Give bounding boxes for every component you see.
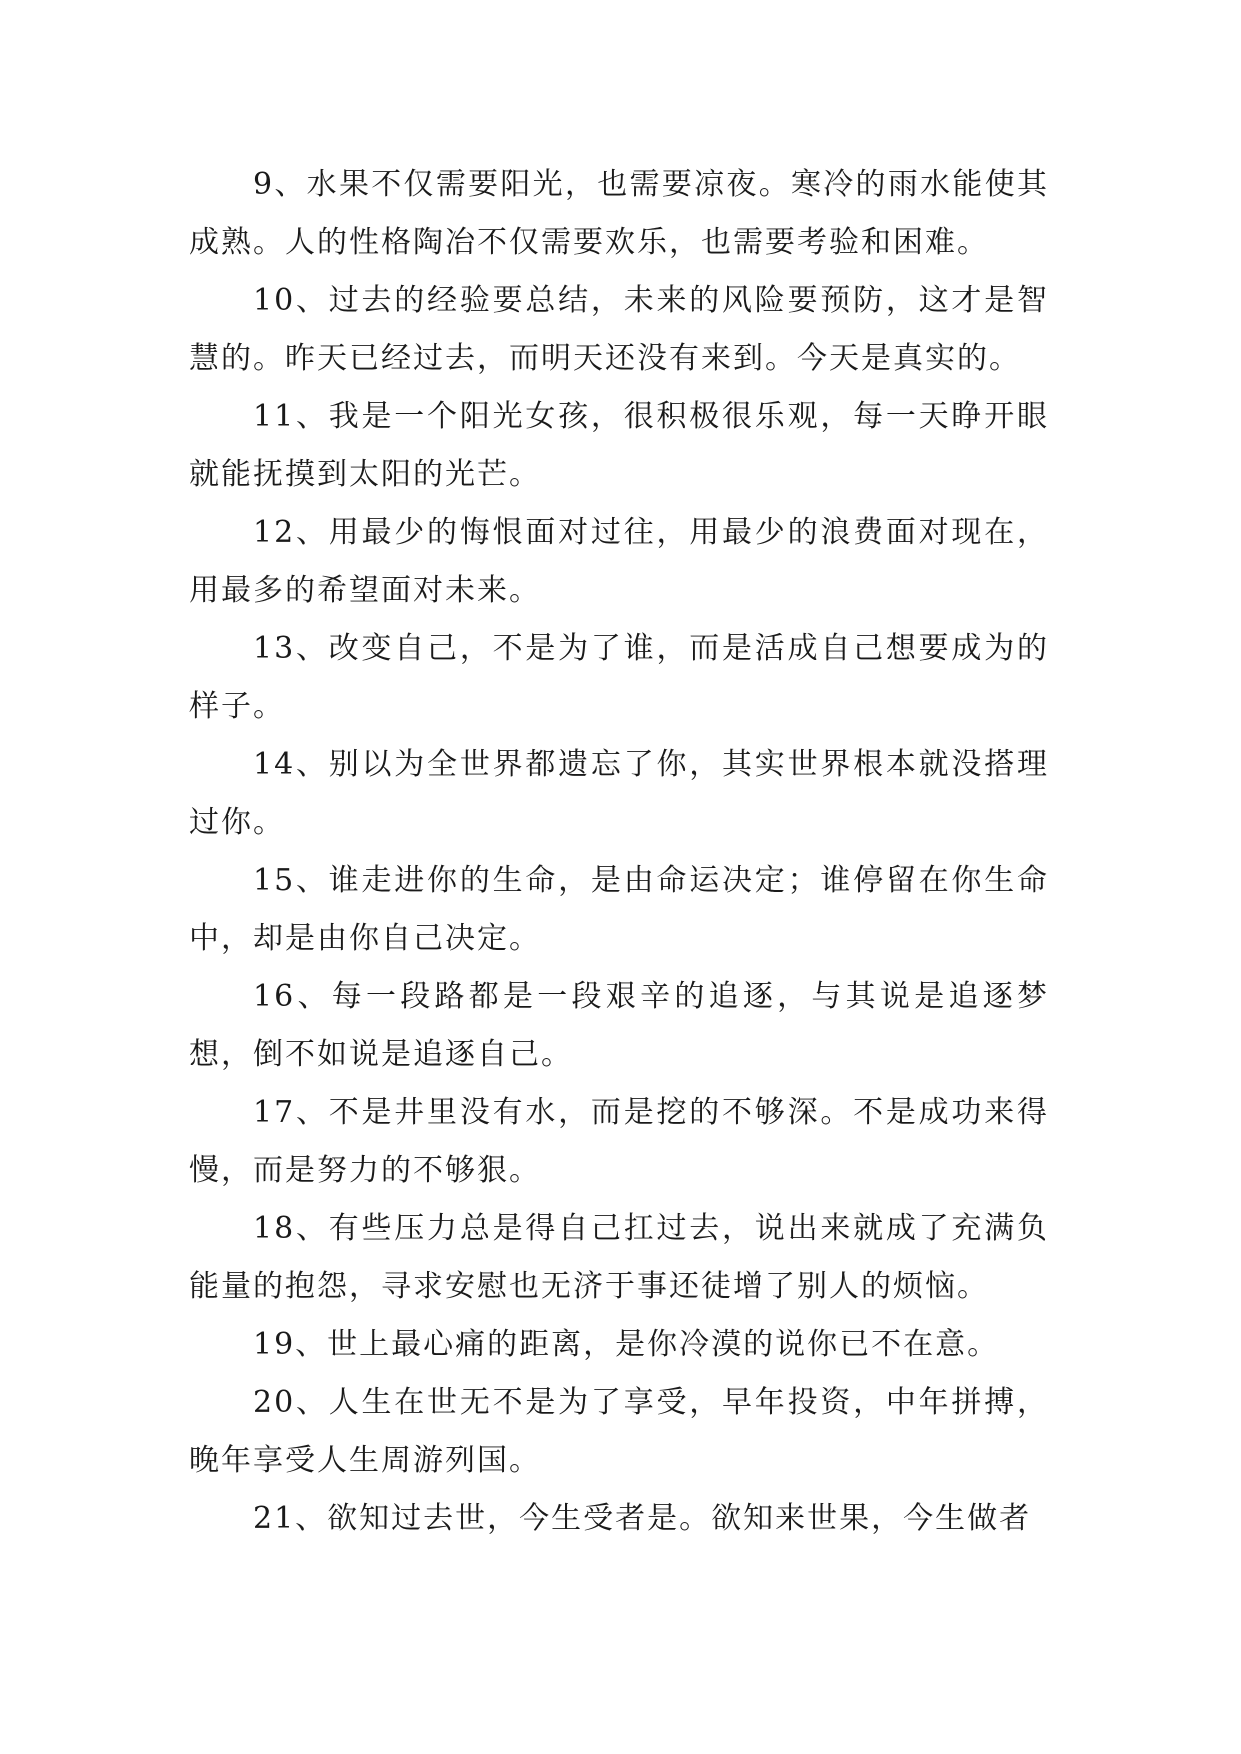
paragraph-19: 19、世上最心痛的距离，是你冷漠的说你已不在意。 (253, 1327, 1000, 1362)
paragraph-20: 20、人生在世无不是为了享受，早年投资，中年拼搏，晚年享受人生周游列国。 (189, 1385, 1049, 1478)
document-body (189, 156, 1049, 1548)
paragraph-21: 21、欲知过去世，今生受者是。欲知来世果，今生做者 (253, 1501, 1032, 1536)
paragraph-17: 17、不是井里没有水，而是挖的不够深。不是成功来得慢，而是努力的不够狠。 (189, 1095, 1049, 1188)
paragraph-16: 16、每一段路都是一段艰辛的追逐，与其说是追逐梦想，倒不如说是追逐自己。 (189, 979, 1049, 1072)
paragraph-12: 12、用最少的悔恨面对过往，用最少的浪费面对现在，用最多的希望面对未来。 (189, 515, 1049, 608)
paragraph-18: 18、有些压力总是得自己扛过去，说出来就成了充满负能量的抱怨，寻求安慰也无济于事还徒增了别人的烦恼。 (189, 1211, 1049, 1304)
paragraph-13: 13、改变自己，不是为了谁，而是活成自己想要成为的样子。 (189, 631, 1049, 724)
paragraph-10: 10、过去的经验要总结，未来的风险要预防，这才是智慧的。昨天已经过去，而明天还没有来到。今天是真实的。 (189, 283, 1049, 376)
paragraph-9: 9、水果不仅需要阳光，也需要凉夜。寒冷的雨水能使其成熟。人的性格陶冶不仅需要欢乐，也需要考验和困难。 (189, 167, 1049, 260)
paragraph-11: 11、我是一个阳光女孩，很积极很乐观，每一天睁开眼就能抚摸到太阳的光芒。 (189, 399, 1049, 492)
paragraph-14: 14、别以为全世界都遗忘了你，其实世界根本就没搭理过你。 (189, 747, 1049, 840)
paragraph-15: 15、谁走进你的生命，是由命运决定；谁停留在你生命中，却是由你自己决定。 (189, 863, 1049, 956)
